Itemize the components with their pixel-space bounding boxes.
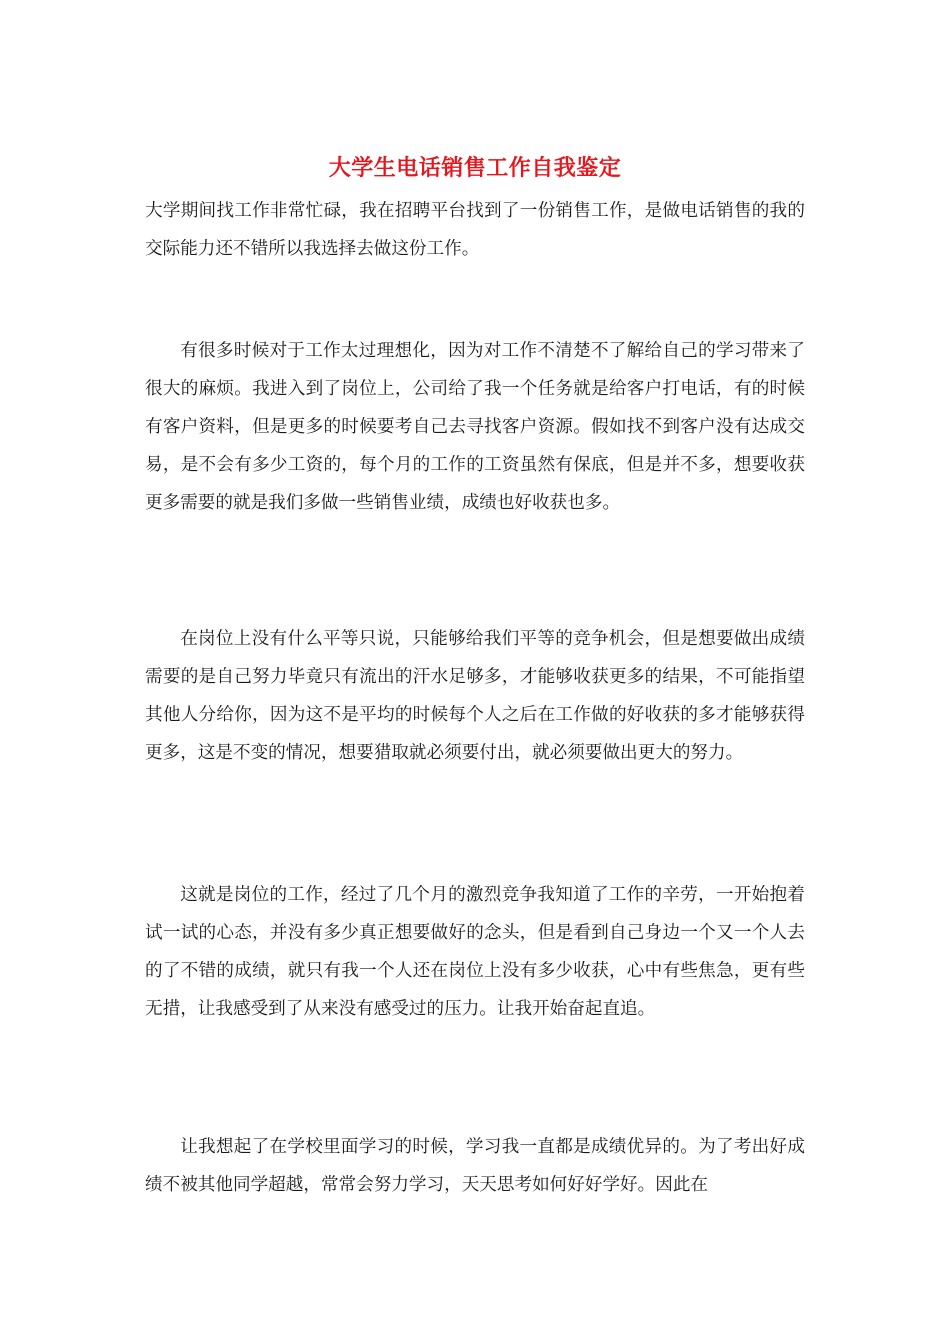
paragraph-body: 这就是岗位的工作，经过了几个月的激烈竞争我知道了工作的辛劳，一开始抱着试一试的心态，并没有多少真正想要做好的念头，但是看到自己身边一个又一个人去的了不错的成绩，就只有我一个人还在岗位上没有多少收获，心中有些焦急，更有些无措，让我感受到了从来没有感受过的压力。让我开始奋起直追。 <box>145 885 805 1019</box>
paragraph-intro: 大学期间找工作非常忙碌，我在招聘平台找到了一份销售工作，是做电话销售的我的交际能力还不错所以我选择去做这份工作。 <box>145 201 805 259</box>
document-title: 大学生电话销售工作自我鉴定 <box>328 155 622 181</box>
paragraph-body: 有很多时候对于工作太过理想化，因为对工作不清楚不了解给自己的学习带来了很大的麻烦。我进入到了岗位上，公司给了我一个任务就是给客户打电话，有的时候有客户资料，但是更多的时候要考自己去寻找客户资源。假如找不到客户没有达成交易，是不会有多少工资的，每个月的工作的工资虽然有保底，但是并不多，想要收获更多需要的就是我们多做一些销售业绩，成绩也好收获也多。 <box>145 341 805 513</box>
paragraph-body: 在岗位上没有什么平等只说，只能够给我们平等的竞争机会，但是想要做出成绩需要的是自己努力毕竟只有流出的汗水足够多，才能够收获更多的结果，不可能指望其他人分给你，因为这不是平均的时候每个人之后在工作做的好收获的多才能够获得更多，这是不变的情况，想要猎取就必须要付出，就必须要做出更大的努力。 <box>145 629 805 763</box>
paragraph-body: 让我想起了在学校里面学习的时候，学习我一直都是成绩优异的。为了考出好成绩不被其他同学超越，常常会努力学习，天天思考如何好好学好。因此在 <box>145 1137 805 1195</box>
